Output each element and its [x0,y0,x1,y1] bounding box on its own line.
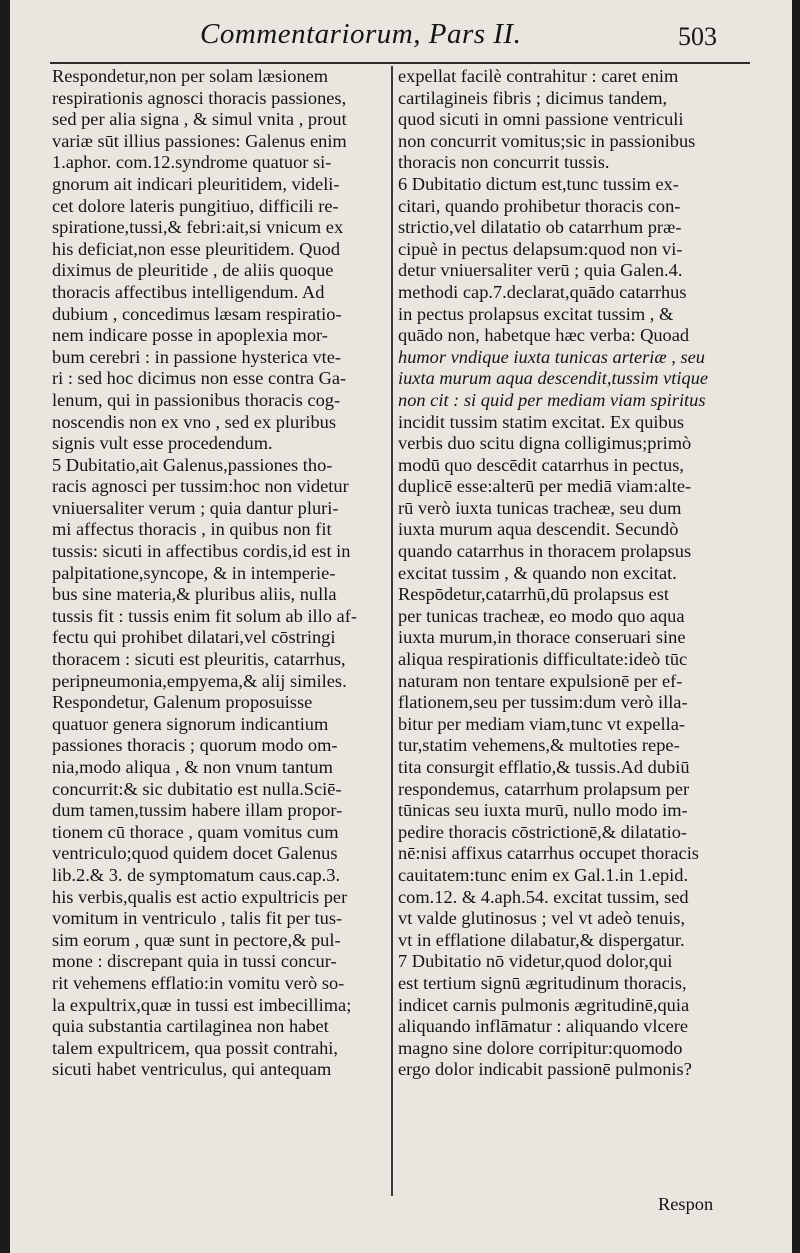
text-line: Respondetur,non per solam læsionem [52,66,329,86]
text-line: iuxta murum aqua descendit,tussim vtique [398,368,709,389]
text-line: naturam non tentare expulsionē per ef- [398,670,683,691]
text-line: fectu qui prohibet dilatari,vel cōstringi [52,627,336,648]
column-divider [391,66,393,1196]
text-line: 1.aphor. com.12.syndrome quatuor si- [52,152,332,173]
text-line: iuxta murum,in thorace conseruari sine [398,627,686,648]
text-line: mi affectus thoracis , in quibus non fit [52,519,332,540]
text-line: respirationis agnosci thoracis passiones, [52,87,347,108]
text-line: per tunicas tracheæ, eo modo quo aqua [398,605,685,626]
text-line: thoracis affectibus intelligendum. Ad [52,281,325,302]
text-line: aliqua respirationis difficultate:ideò tūc [398,649,688,670]
text-line: gnorum ait indicari pleuritidem, videli- [52,173,340,194]
text-line: thoracem : sicuti est pleuritis, catarrhus, [52,649,346,670]
text-line: tionem cū thorace , quam vomitus cum [52,821,339,842]
text-line: expellat facilè contrahitur : caret enim [398,66,679,86]
text-line: dum tamen,tussim habere illam propor- [52,800,343,821]
text-line: cartilagineis fibris ; dicimus tandem, [398,87,668,108]
text-line: flationem,seu per tussim:dum verò illa- [398,692,688,713]
text-line: quādo non, habetque hæc verba: Quoad [398,325,690,346]
text-line: ventriculo;quod quidem docet Galenus [52,843,338,864]
text-line: quando catarrhus in thoracem prolapsus [398,541,692,562]
text-line: magno sine dolore corripitur:quomodo [398,1037,683,1058]
text-line: thoracis non concurrit tussis. [398,152,610,173]
text-line: nē:nisi affixus catarrhus occupet thoracis [398,843,699,864]
text-line: nem indicare posse in apoplexia mor- [52,325,328,346]
text-line: ri : sed hoc dicimus non esse contra Ga- [52,368,347,389]
text-line: racis agnosci per tussim:hoc non videtur [52,476,349,497]
text-line: detur vniuersaliter verū ; quia Galen.4. [398,260,683,281]
right-column [398,66,750,1081]
text-line: Respondetur, Galenum proposuisse [52,692,313,713]
text-line: signis vult esse procedendum. [52,433,273,454]
text-line: 7 Dubitatio nō videtur,quod dolor,qui [398,951,673,972]
text-line: excitat tussim , & quando non excitat. [398,562,677,583]
catchword: Respon [658,1194,714,1214]
text-line: iuxta murum aqua descendit. Secundò [398,519,679,540]
text-line: respondemus, catarrhum prolapsum per [398,778,690,799]
text-line: vt in efflatione dilabatur,& dispergatur. [398,929,685,950]
text-line: cauitatem:tunc enim ex Gal.1.in 1.epid. [398,864,689,885]
text-line: nia,modo aliqua , & non vnum tantum [52,757,333,777]
text-line: bus sine materia,& pluribus aliis, nulla [52,584,337,605]
text-line: palpitatione,syncope, & in intemperie- [52,562,336,583]
text-line: tūnicas seu iuxta murū, nullo modo im- [398,800,688,821]
text-line: com.12. & 4.aph.54. excitat tussim, sed [398,886,689,907]
text-line: pedire thoracis cōstrictionē,& dilatatio- [398,821,688,842]
text-line: talem expultricem, qua possit contrahi, [52,1037,338,1058]
text-line: tussis: sicuti in affectibus cordis,id est in [52,541,351,562]
text-line: sed per alia signa , & simul vnita , prout [52,109,347,130]
text-line: in pectus prolapsus excitat tussim , & [398,303,674,324]
text-line: sim eorum , quæ sunt in pectore,& pul- [52,929,341,950]
text-line: rū verò iuxta tunicas tracheæ, seu dum [398,497,682,518]
text-line: strictio,vel dilatatio ob catarrhum præ- [398,217,682,238]
text-line: tussis fit : tussis enim fit solum ab illo af- [52,605,357,626]
text-line: est tertium signū ægritudinum thoracis, [398,972,687,993]
text-line: 5 Dubitatio,ait Galenus,passiones tho- [52,454,333,475]
text-line: non concurrit vomitus;sic in passionibus [398,130,696,151]
text-line: modū quo descēdit catarrhus in pectus, [398,454,684,475]
text-line: Respōdetur,catarrhū,dū prolapsus est [398,584,669,605]
text-line: bum cerebri : in passione hysterica vte- [52,346,342,367]
text-line: passiones thoracis ; quorum modo om- [52,735,338,756]
text-line: sicuti habet ventriculus, qui antequam [52,1059,332,1080]
text-line: citari, quando prohibetur thoracis con- [398,195,681,216]
text-line: diximus de pleuritide , de aliis quoque [52,260,334,281]
text-line: verbis duo scitu digna colligimus;primò [398,433,692,454]
text-line: cet dolore lateris pungitiuo, difficili re- [52,195,339,216]
text-line: rit vehemens efflatio:in vomitu verò so- [52,972,345,993]
text-line: 6 Dubitatio dictum est,tunc tussim ex- [398,173,679,194]
text-line: mone : discrepant quia in tussi concur- [52,951,337,972]
text-line: spiratione,tussi,& febri:ait,si vnicum ex [52,217,344,238]
text-line: incidit tussim statim excitat. Ex quibus [398,411,685,432]
text-line: vniuersaliter verum ; quia dantur pluri- [52,497,339,518]
text-line: duplicē esse:alterū per mediā viam:alte- [398,476,692,497]
left-column [52,66,392,1081]
text-line: humor vndique iuxta tunicas arteriæ , seu [398,346,705,367]
text-line: indicet carnis pulmonis ægritudinē,quia [398,994,690,1015]
text-line: tita consurgit efflatio,& tussis.Ad dubiū [398,757,690,777]
text-line: cipuè in pectus delapsum:quod non vi- [398,238,683,259]
text-line: noscendis non ex vno , sed ex pluribus [52,411,336,432]
text-line: dubium , concedimus læsam respiratio- [52,303,342,324]
page-header [10,12,792,60]
text-line: his verbis,qualis est actio expultricis per [52,886,348,907]
text-line: quia substantia cartilaginea non habet [52,1016,329,1037]
text-line: tur,statim vehemens,& multoties repe- [398,735,680,756]
text-line: la expultrix,quæ in tussi est imbecillima; [52,994,352,1015]
text-line: methodi cap.7.declarat,quādo catarrhus [398,281,687,302]
text-line: peripneumonia,empyema,& alij similes. [52,670,347,691]
text-line: concurrit:& sic dubitatio est nulla.Sciē- [52,778,342,799]
text-line: non cit : si quid per mediam viam spiritus [398,389,706,410]
text-line: lib.2.& 3. de symptomatum caus.cap.3. [52,864,341,885]
text-line: ergo dolor indicabit passionē pulmonis? [398,1059,692,1080]
text-line: quatuor genera signorum indicantium [52,713,329,734]
text-line: vt valde glutinosus ; vel vt adeò tenuis, [398,908,686,929]
text-line: variæ sūt illius passiones: Galenus enim [52,130,347,151]
running-title: Commentariorum, Pars II. [200,18,522,50]
header-rule [50,62,750,64]
text-line: vomitum in ventriculo , talis fit per tus- [52,908,343,929]
text-line: bitur per mediam viam,tunc vt expella- [398,713,686,734]
text-line: quod sicuti in omni passione ventriculi [398,109,684,130]
text-line: lenum, qui in passionibus thoracis cog- [52,389,341,410]
text-line: his deficiat,non esse pleuritidem. Quod [52,238,341,259]
book-page [10,0,792,1253]
page-number: 503 [678,22,717,51]
text-line: aliquando inflāmatur : aliquando vlcere [398,1016,689,1037]
